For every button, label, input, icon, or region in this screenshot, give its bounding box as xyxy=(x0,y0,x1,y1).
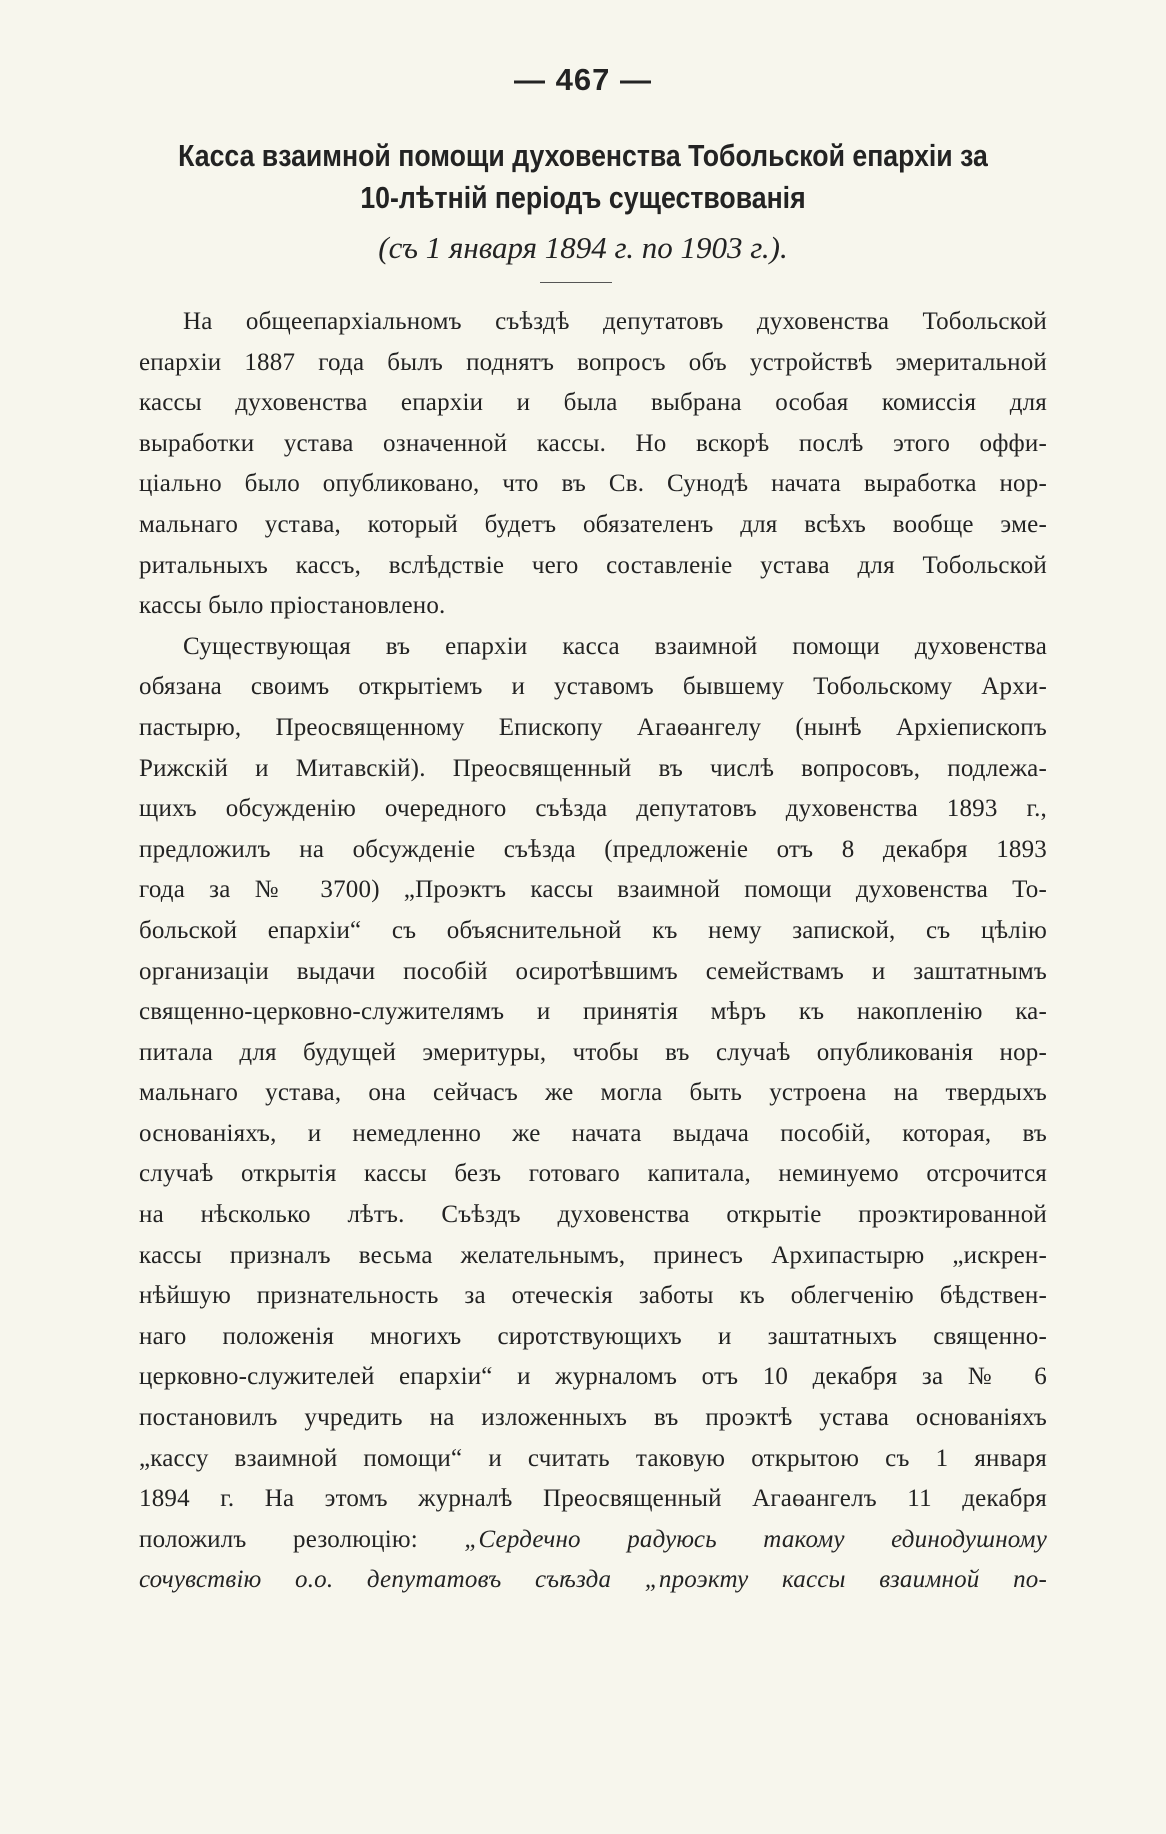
text-line: Рижскій и Митавскій). Преосвященный въ числѣ вопросовъ, подлежа- xyxy=(139,754,1047,782)
article-subtitle: (съ 1 января 1894 г. по 1903 г.). xyxy=(378,230,788,265)
title-line-1: Касса взаимной помощи духовенства Тобольской епархіи за xyxy=(178,138,988,173)
text-line: церковно-служителей епархіи“ и журналомъ отъ 10 декабря за № 6 xyxy=(139,1363,1047,1391)
text-line: наго положенія многихъ сиротствующихъ и заштатныхъ священно- xyxy=(139,1322,1047,1350)
text-line: кассы призналъ весьма желательнымъ, принесъ Архипастырю „искрен- xyxy=(139,1241,1047,1269)
text-line: пастырю, Преосвященному Епископу Агаөангелу (нынѣ Архіепископъ xyxy=(139,713,1047,741)
text-line-mixed xyxy=(139,1520,1047,1561)
italic-quote: сочувствію о.о. депутатовъ съѣзда „проэкту кассы взаимной по- xyxy=(139,1566,1047,1594)
text-span: положилъ резолюцію: xyxy=(139,1525,465,1553)
article-body xyxy=(139,302,1047,1601)
text-line: мальнаго устава, который будетъ обязателенъ для всѣхъ вообще эме- xyxy=(139,510,1047,538)
text-line: ритальныхъ кассъ, вслѣдствіе чего составленіе устава для Тобольской xyxy=(139,551,1047,579)
text-line: выработки устава означенной кассы. Но вскорѣ послѣ этого оффи- xyxy=(139,429,1047,457)
page-number: — 467 — xyxy=(514,62,652,97)
text-line: на нѣсколько лѣтъ. Съѣздъ духовенства открытіе проэктированной xyxy=(139,1201,1047,1229)
text-line: кассы было пріостановлено. xyxy=(139,592,446,620)
title-divider xyxy=(540,282,612,283)
text-line: 1894 г. На этомъ журналѣ Преосвященный Агаөангелъ 11 декабря xyxy=(139,1485,1047,1513)
text-line: питала для будущей эмеритуры, чтобы въ случаѣ опубликованія нор- xyxy=(139,1038,1047,1066)
italic-quote: „Сердечно радуюсь такому единодушному xyxy=(464,1525,1048,1553)
text-line: года за № 3700) „Проэктъ кассы взаимной помощи духовенства То- xyxy=(139,876,1047,904)
text-line: нѣйшую признательность за отеческія заботы къ облегченію бѣдствен- xyxy=(139,1282,1047,1310)
text-line: Существующая въ епархіи касса взаимной помощи духовенства xyxy=(183,632,1047,660)
text-line: основаніяхъ, и немедленно же начата выдача пособій, которая, въ xyxy=(139,1119,1047,1147)
text-line: организаціи выдачи пособій осиротѣвшимъ семействамъ и заштатнымъ xyxy=(139,957,1047,985)
text-line xyxy=(139,1560,1047,1601)
text-line: епархіи 1887 года былъ поднятъ вопросъ объ устройствѣ эмеритальной xyxy=(139,348,1047,376)
text-line: случаѣ открытія кассы безъ готоваго капитала, неминуемо отсрочится xyxy=(139,1160,1047,1188)
text-line: щихъ обсужденію очередного съѣзда депутатовъ духовенства 1893 г., xyxy=(139,795,1047,823)
title-line-2: 10-лѣтній періодъ существованія xyxy=(360,180,806,215)
text-line: больской епархіи“ съ объяснительной къ нему запиской, съ цѣлію xyxy=(139,916,1047,944)
text-line: обязана своимъ открытіемъ и уставомъ бывшему Тобольскому Архи- xyxy=(139,673,1047,701)
text-line: постановилъ учредить на изложенныхъ въ проэктѣ устава основаніяхъ xyxy=(139,1404,1047,1432)
text-line: На общеепархіальномъ съѣздѣ депутатовъ духовенства Тобольской xyxy=(183,308,1047,335)
text-line: священно-церковно-служителямъ и принятія мѣръ къ накопленію ка- xyxy=(139,998,1047,1026)
text-line: ціально было опубликовано, что въ Св. Сунодѣ начата выработка нор- xyxy=(139,470,1047,498)
text-line: мальнаго устава, она сейчасъ же могла быть устроена на твердыхъ xyxy=(139,1079,1047,1107)
text-line: „кассу взаимной помощи“ и считать таковую открытою съ 1 января xyxy=(139,1444,1047,1472)
text-line: кассы духовенства епархіи и была выбрана особая комиссія для xyxy=(139,389,1047,417)
text-line: предложилъ на обсужденіе съѣзда (предложеніе отъ 8 декабря 1893 xyxy=(139,835,1047,863)
article-title xyxy=(168,135,999,219)
